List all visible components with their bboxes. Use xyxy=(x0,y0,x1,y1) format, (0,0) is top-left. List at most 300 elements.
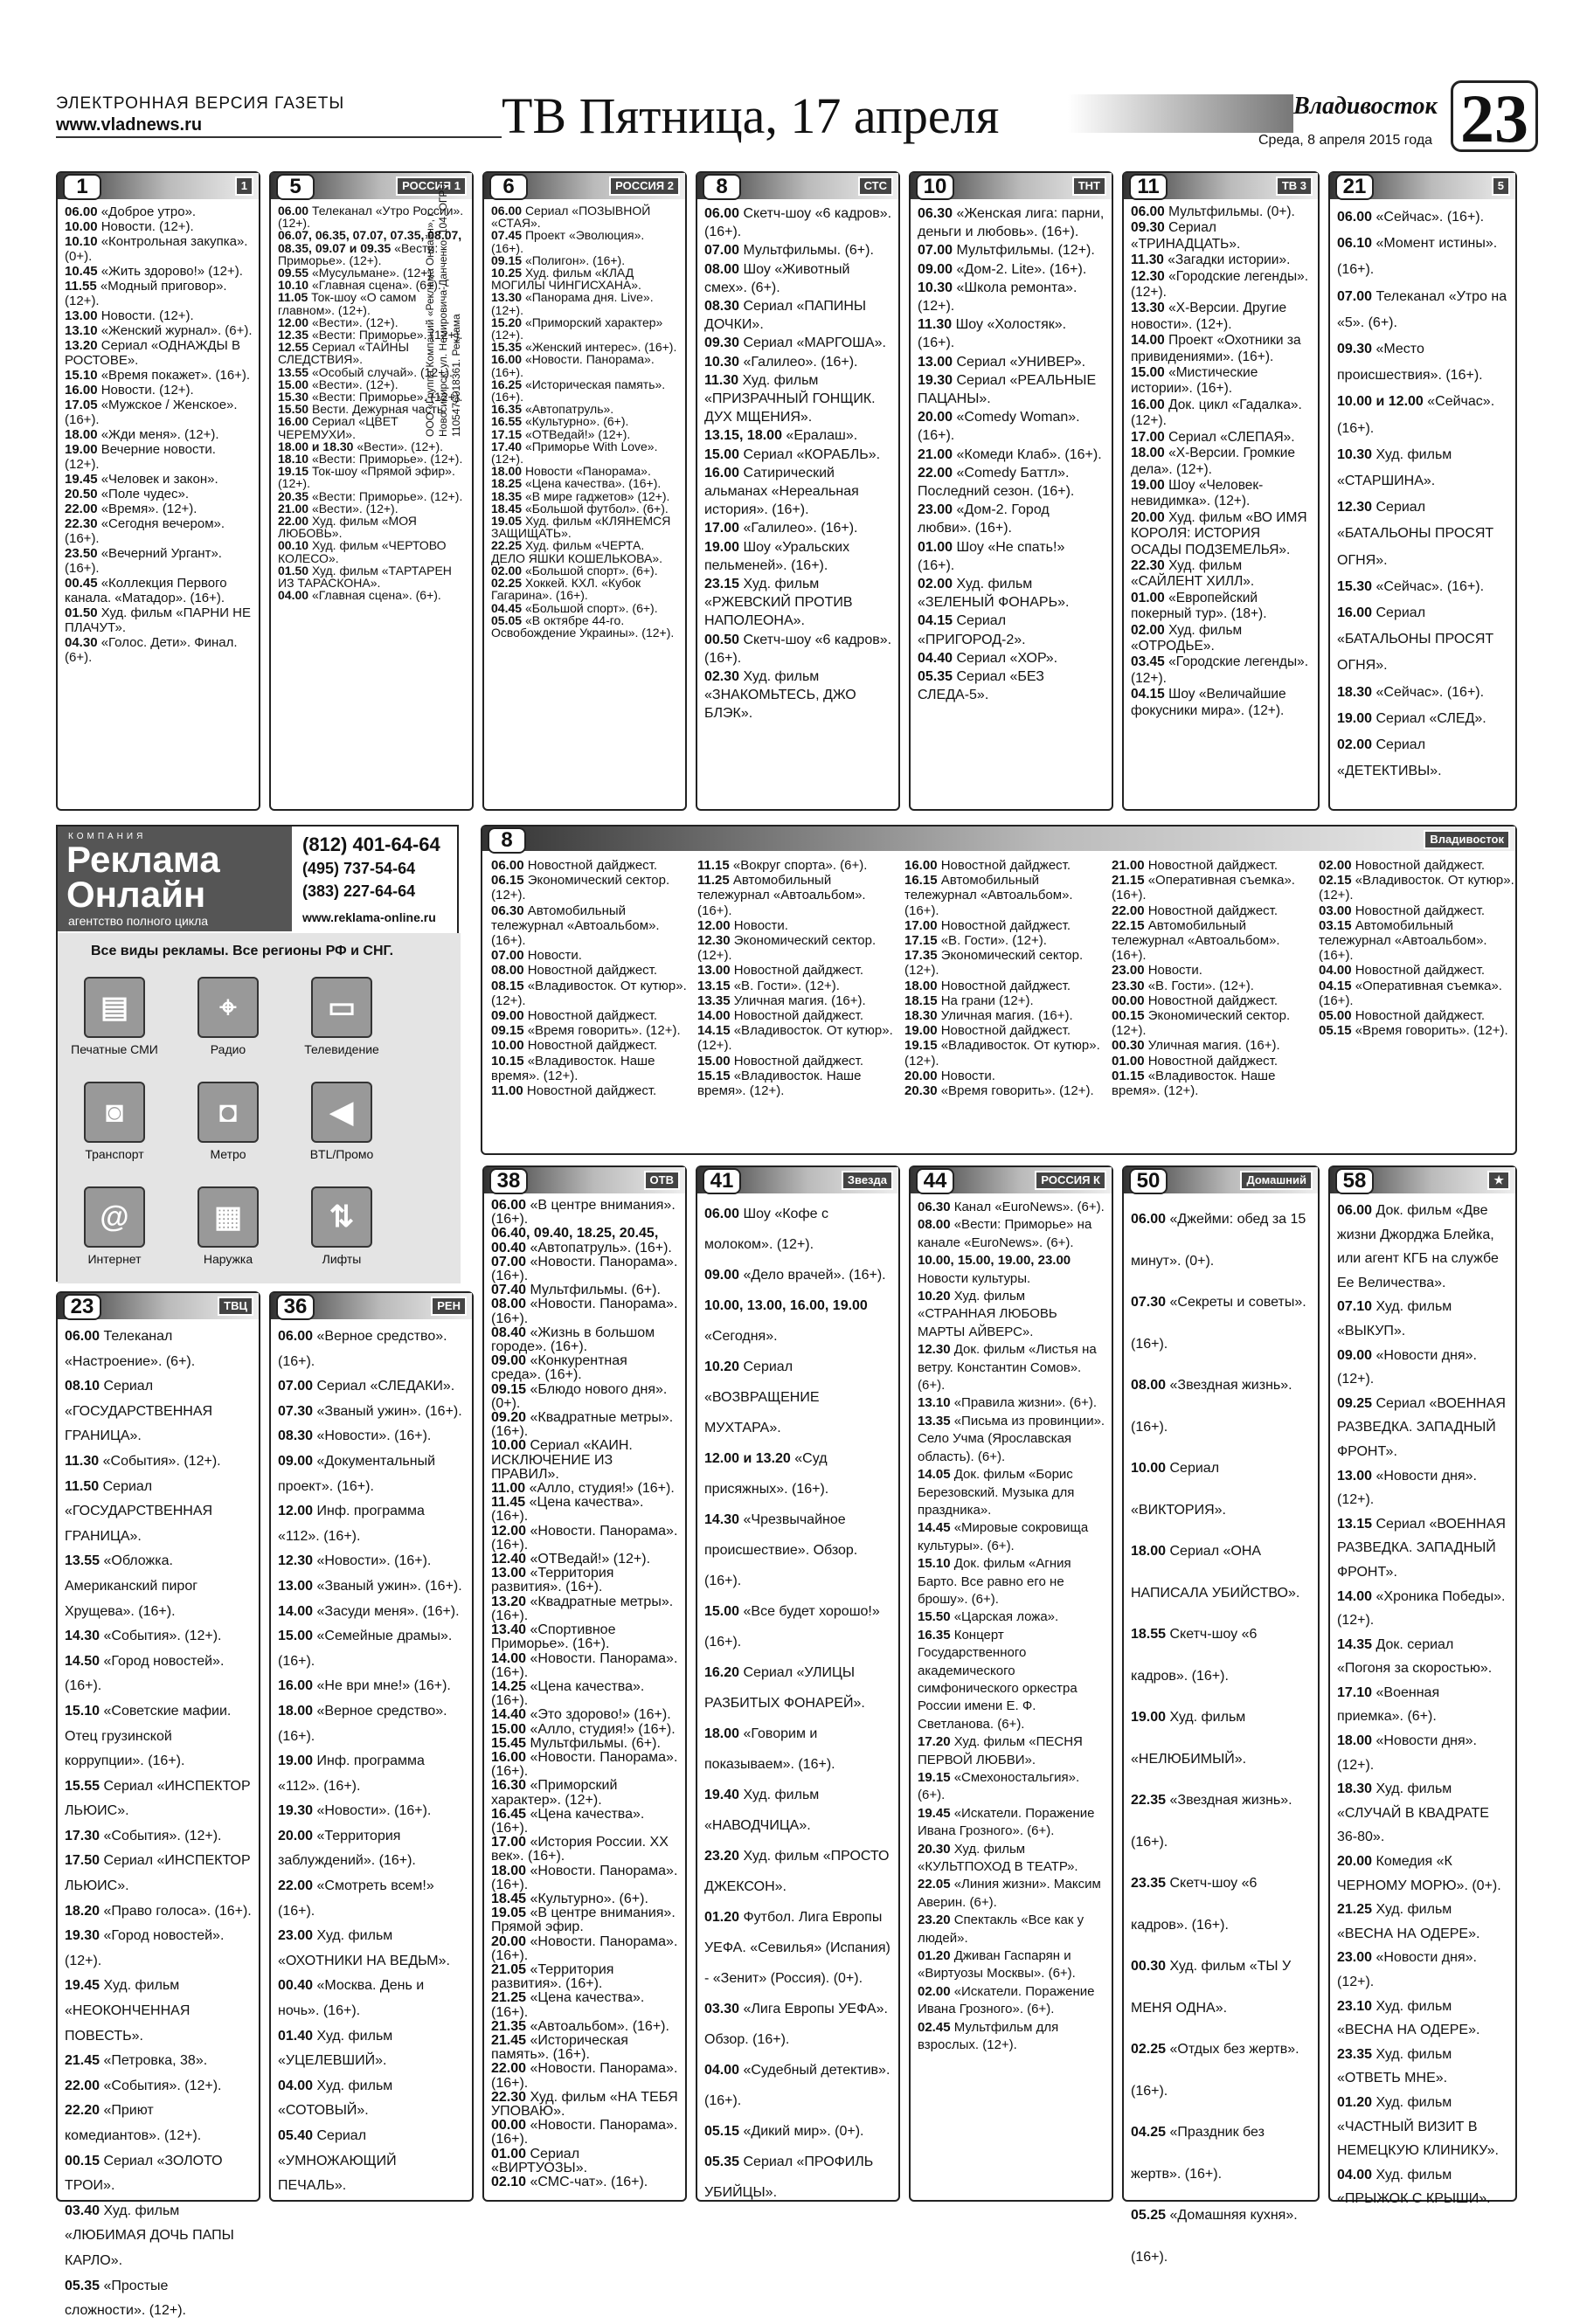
program-entry xyxy=(491,577,679,601)
program-entry xyxy=(918,241,1105,259)
program-time: 02.00 xyxy=(1319,858,1352,873)
program-entry xyxy=(1112,993,1318,1008)
program-title: «Поле чудес». xyxy=(100,487,190,501)
program-title: «Говорим и показываем». (16+). xyxy=(704,1726,835,1772)
program-time: 00.00 xyxy=(1112,993,1145,1008)
program-title: Новостной дайджест. xyxy=(733,1008,864,1024)
channel-logo-icon: СТС xyxy=(858,176,893,196)
program-entry xyxy=(704,538,892,575)
program-time: 13.15 xyxy=(697,978,731,993)
program-entry xyxy=(918,371,1105,408)
ad-phone: (495) 737-54-64 xyxy=(302,860,416,877)
program-entry xyxy=(704,1902,892,1994)
program-entry xyxy=(491,1991,679,2019)
program-entry xyxy=(1131,365,1312,398)
program-title: «Военная приемка». (6+). xyxy=(1337,1684,1440,1725)
program-time: 15.00 xyxy=(278,1629,314,1644)
program-title: Новостной дайджест. xyxy=(1355,963,1486,979)
program-title: Спектакль «Все как у людей». xyxy=(918,1912,1084,1946)
program-title: Экономический сектор. (12+). xyxy=(697,933,877,964)
program-title: Новости. xyxy=(733,917,788,933)
program-entry xyxy=(278,440,466,453)
program-time: 09.15 xyxy=(491,1023,524,1039)
program-time: 22.00 xyxy=(278,1878,314,1894)
program-title: Новостной дайджест. xyxy=(1355,1008,1486,1024)
program-title: «Блюдо нового дня». (0+). xyxy=(491,1381,668,1411)
program-entry xyxy=(491,465,679,477)
program-title: Новостной дайджест. xyxy=(1147,858,1278,873)
program-title: «Званый ужин». (16+). xyxy=(316,1403,462,1419)
program-title: Худ. фильм «ПРЫЖОК С КРЫШИ». xyxy=(1337,2167,1491,2207)
channel-logo-icon: ★ xyxy=(1487,1171,1510,1190)
program-title: «Сегодня». xyxy=(704,1329,778,1344)
channel-number: 8 xyxy=(488,827,526,854)
program-time: 16.00 xyxy=(278,1678,314,1694)
program-entry xyxy=(918,1288,1105,1341)
program-time: 10.00 и 12.00 xyxy=(1337,394,1424,410)
schedule-column xyxy=(697,858,904,1098)
program-entry xyxy=(491,1525,679,1553)
program-entry xyxy=(491,614,679,639)
program-time: 18.55 xyxy=(1131,1627,1167,1642)
program-entry xyxy=(1112,858,1318,873)
program-time: 07.30 xyxy=(278,1403,314,1419)
program-title: Худ. фильм «ВЕСНА НА ОДЕРЕ». xyxy=(1337,1998,1480,2038)
program-title: Сериал «ИНСПЕКТОР ЛЬЮИС». xyxy=(65,1778,251,1819)
program-entry xyxy=(918,1733,1105,1769)
program-entry xyxy=(278,2074,466,2124)
program-time: 22.35 xyxy=(1131,1793,1167,1808)
program-entry xyxy=(491,873,697,903)
program-time: 15.45 xyxy=(491,1735,527,1751)
program-time: 01.40 xyxy=(278,2028,314,2044)
program-time: 21.00 xyxy=(1112,858,1145,873)
program-time: 13.00 xyxy=(491,1566,527,1581)
program-time: 20.00 xyxy=(1131,509,1165,525)
program-entry xyxy=(491,1963,679,1991)
program-title: «Дом-2. Lite». (16+). xyxy=(956,261,1087,277)
program-title: Мультфильмы. (0+). xyxy=(1168,204,1295,219)
program-entry xyxy=(278,502,466,515)
program-entry xyxy=(491,1864,679,1892)
program-entry xyxy=(704,519,892,537)
program-title: Худ. фильм «СТРАННАЯ ЛЮБОВЬ МАРТЫ АЙВЕРС». xyxy=(918,1289,1057,1339)
program-time: 07.10 xyxy=(1337,1299,1373,1315)
program-time: 09.30 xyxy=(704,335,740,351)
program-title: «Правила жизни». (6+). xyxy=(953,1395,1098,1411)
program-time: 04.40 xyxy=(918,650,953,666)
program-time: 12.35 xyxy=(278,328,309,342)
program-title: «Вести». (12+). xyxy=(311,501,398,515)
program-time: 20.30 xyxy=(918,1841,951,1857)
program-time: 14.45 xyxy=(918,1520,951,1536)
program-entry xyxy=(1337,732,1509,785)
program-title: «Джейми: обед за 15 минут». (0+). xyxy=(1131,1212,1306,1269)
program-entry xyxy=(491,291,679,315)
program-time: 17.50 xyxy=(65,1853,100,1869)
edition-label: ЭЛЕКТРОННАЯ ВЕРСИЯ ГАЗЕТЫ xyxy=(56,94,345,113)
program-entry xyxy=(904,858,1111,873)
program-time: 12.30 xyxy=(697,933,731,949)
program-time: 19.00 xyxy=(278,1753,314,1769)
program-time: 01.00 xyxy=(1112,1053,1145,1069)
program-time: 15.10 xyxy=(918,1556,951,1572)
program-time: 21.05 xyxy=(491,1961,527,1977)
program-time: 16.00 xyxy=(278,414,309,429)
issue-date: Среда, 8 апреля 2015 года xyxy=(1258,133,1433,148)
program-entry xyxy=(65,2149,253,2199)
program-time: 22.00 xyxy=(491,2061,527,2077)
program-time: 14.40 xyxy=(491,1707,527,1723)
program-entry xyxy=(704,1596,892,1657)
program-title: Худ. фильм «ТАРТАРЕН ИЗ ТАРАСКОНА». xyxy=(278,563,452,591)
program-entry xyxy=(1337,1850,1509,1898)
program-entry xyxy=(1112,903,1318,918)
program-title: «Смотреть всем!» (16+). xyxy=(278,1878,434,1919)
ad-url: www.reklama-online.ru xyxy=(302,910,436,924)
program-entry xyxy=(65,1650,253,1699)
program-entry xyxy=(1337,1681,1509,1729)
program-entry xyxy=(491,1199,679,1227)
program-entry xyxy=(904,993,1111,1008)
program-time: 10.10 xyxy=(278,278,309,293)
program-title: Мультфильмы. (12+). xyxy=(956,243,1095,259)
program-title: «Вечерний Ургант». (16+). xyxy=(65,546,222,576)
program-time: 09.00 xyxy=(704,1268,740,1283)
program-entry xyxy=(704,1352,892,1443)
program-entry xyxy=(704,446,892,464)
program-title: Телеканал «Утро России». (12+). xyxy=(278,204,464,231)
megaphone-icon: ◀ xyxy=(311,1082,372,1143)
program-entry xyxy=(65,2199,253,2274)
program-entry xyxy=(704,575,892,631)
program-title: Футбол. Лига Европы УЕФА. «Севилья» (Испания) - «Зенит» (Россия). (0+). xyxy=(704,1910,890,1986)
program-entry xyxy=(704,2116,892,2147)
program-time: 23.10 xyxy=(1337,1998,1373,2014)
program-time: 14.15 xyxy=(697,1023,731,1039)
program-time: 18.15 xyxy=(904,993,938,1008)
program-entry xyxy=(65,546,253,576)
program-time: 08.30 xyxy=(278,1428,314,1444)
program-title: Новости. (12+). xyxy=(100,219,194,234)
program-entry xyxy=(278,515,466,539)
program-time: 13.00 xyxy=(918,354,953,370)
program-title: Новостной дайджест. xyxy=(940,1023,1071,1039)
program-time: 20.50 xyxy=(65,487,98,501)
program-title: «Приморский характер» (12+). xyxy=(491,315,663,342)
program-title: Сериал «МАРГОША». xyxy=(743,335,886,351)
program-time: 13.15 xyxy=(1337,1516,1373,1532)
program-entry xyxy=(1319,873,1525,903)
program-time: 13.35 xyxy=(697,993,731,1008)
program-time: 04.00 xyxy=(704,2063,740,2078)
program-title: Новости культуры. xyxy=(918,1270,1031,1286)
program-title: Автомобильный тележурнал «Автоальбом». (16+). xyxy=(1319,917,1487,964)
program-title: «Коллекция Первого канала. «Матадор». (16+). xyxy=(65,576,227,605)
program-title: «Владивосток. От кутюр». (12+). xyxy=(697,1023,893,1054)
program-title: Док. фильм «Две жизни Джорджа Блейка, или агент КГБ на службе Ее Величества». xyxy=(1337,1203,1499,1290)
program-entry xyxy=(1131,1780,1312,1863)
program-entry xyxy=(918,1876,1105,1912)
program-title: Дживан Гаспарян и «Виртуозы Москвы». (6+). xyxy=(918,1948,1076,1982)
program-time: 17.40 xyxy=(491,439,523,453)
program-time: 09.00 xyxy=(278,1453,314,1469)
program-time: 18.25 xyxy=(491,476,523,491)
channel-number: 41 xyxy=(703,1168,741,1194)
program-title: Сериал «ГОСУДАРСТВЕННАЯ ГРАНИЦА». xyxy=(65,1478,213,1544)
program-time: 13.55 xyxy=(278,364,309,379)
program-title: Экономический сектор. (12+). xyxy=(491,873,670,903)
channel-logo-icon: Звезда xyxy=(842,1171,893,1190)
program-title: Мультфильмы. (6+). xyxy=(743,243,874,259)
program-time: 05.05 xyxy=(491,612,523,627)
program-entry xyxy=(918,612,1105,648)
program-entry xyxy=(491,341,679,353)
program-time: 04.25 xyxy=(1131,2125,1167,2140)
program-time: 19.00 xyxy=(904,1023,938,1039)
program-entry xyxy=(1337,442,1509,495)
program-title: «Новости». (16+). xyxy=(316,1803,432,1819)
program-entry xyxy=(278,1874,466,1924)
program-entry xyxy=(918,1199,1105,1216)
program-entry xyxy=(1337,495,1509,574)
program-time: 02.00 xyxy=(918,1983,951,1999)
program-entry xyxy=(65,1475,253,1550)
program-time: 01.00 xyxy=(1131,590,1165,605)
page-number: 23 xyxy=(1451,80,1538,152)
program-title: Сериал «БАТАЛЬОНЫ ПРОСЯТ ОГНЯ». xyxy=(1337,605,1494,674)
program-entry xyxy=(1337,1295,1509,1343)
program-entry xyxy=(918,353,1105,371)
program-entry xyxy=(278,465,466,489)
program-entry xyxy=(65,2074,253,2099)
program-time: 19.15 xyxy=(904,1038,938,1054)
program-title: Сериал «УЛИЦЫ РАЗБИТЫХ ФОНАРЕЙ». xyxy=(704,1665,865,1711)
program-entry xyxy=(491,515,679,539)
program-title: «Алло, студия!» (16+). xyxy=(530,1721,676,1737)
program-time: 10.25 xyxy=(491,266,523,280)
program-entry xyxy=(1131,510,1312,558)
program-entry xyxy=(65,1699,253,1774)
program-time: 20.30 xyxy=(904,1083,938,1099)
program-title: Новости. xyxy=(527,948,582,964)
program-entry xyxy=(1337,2043,1509,2091)
program-entry xyxy=(1319,979,1525,1008)
program-time: 10.10 xyxy=(65,234,98,249)
program-entry xyxy=(918,538,1105,575)
program-entry xyxy=(491,1723,679,1737)
program-title: «Женский журнал». (6+). xyxy=(100,323,253,338)
program-title: «В. Гости». (12+). xyxy=(733,978,840,993)
program-entry xyxy=(1131,1531,1312,1614)
channel-logo-icon: РОССИЯ 2 xyxy=(609,176,680,196)
program-time: 04.30 xyxy=(65,635,98,650)
program-entry xyxy=(65,279,253,308)
program-time: 00.45 xyxy=(65,576,98,591)
program-entry xyxy=(704,426,892,445)
program-entry xyxy=(1319,903,1525,918)
program-time: 18.00 xyxy=(704,1726,740,1741)
program-title: Худ. фильм «НА ТЕБЯ УПОВАЮ». xyxy=(491,2089,678,2119)
program-time: 19.45 xyxy=(918,1805,951,1821)
program-time: 09.20 xyxy=(491,1410,527,1426)
program-list xyxy=(484,1199,685,2200)
program-time: 21.00 xyxy=(918,446,953,462)
program-title: «Город новостей». (16+). xyxy=(65,1653,225,1694)
program-time: 23.00 xyxy=(278,1928,314,1944)
header-gradient-bar xyxy=(1068,94,1293,133)
channel-number: 36 xyxy=(276,1294,315,1320)
program-entry xyxy=(491,1935,679,1963)
program-time: 14.30 xyxy=(65,1629,100,1644)
program-time: 11.30 xyxy=(704,372,739,388)
ad-item: ◀ BTL/Промо xyxy=(285,1082,398,1161)
program-entry xyxy=(65,1849,253,1899)
program-entry xyxy=(278,539,466,564)
channel-logo-icon: 5 xyxy=(1492,176,1510,196)
program-entry xyxy=(704,353,892,371)
program-title: Новостной дайджест. xyxy=(526,1083,657,1099)
program-title: Худ. фильм «ВО ИМЯ КОРОЛЯ: ИСТОРИЯ ОСАДЫ ПОДЗЕМЕЛЬЯ». xyxy=(1131,509,1307,557)
program-entry xyxy=(491,1297,679,1325)
program-title: «СМС-чат». (16+). xyxy=(530,2175,648,2190)
program-entry xyxy=(65,1924,253,1974)
program-time: 13.15, 18.00 xyxy=(704,428,782,444)
program-title: «Дело врачей». (16+). xyxy=(743,1268,886,1283)
program-list xyxy=(911,204,1112,809)
program-title: Сериал «ПРОФИЛЬ УБИЙЦЫ». xyxy=(704,2155,874,2200)
program-title: Сериал «РЕАЛЬНЫЕ ПАЦАНЫ». xyxy=(918,372,1097,407)
program-time: 15.20 xyxy=(491,315,523,329)
program-title: «Х-Версии. Другие новости». (12+). xyxy=(1131,301,1287,332)
program-title: «Квадратные метры». (16+). xyxy=(491,1410,674,1440)
ad-item: ⌖ Радио xyxy=(171,977,285,1056)
program-time: 05.15 xyxy=(1319,1023,1352,1039)
program-title: «События». (12+). xyxy=(102,1453,221,1469)
program-entry xyxy=(491,1054,697,1083)
program-time: 22.30 xyxy=(65,516,98,531)
program-entry xyxy=(918,1627,1105,1733)
program-entry xyxy=(904,1008,1111,1023)
program-title: «Культурно». (6+). xyxy=(530,1891,648,1906)
program-time: 00.15 xyxy=(65,2153,100,2168)
program-title: Худ. фильм «ЗНАКОМЬТЕСЬ, ДЖО БЛЭК». xyxy=(704,669,856,722)
program-time: 16.00 xyxy=(1131,397,1165,412)
program-title: Новостной дайджест. xyxy=(1147,993,1278,1008)
program-entry xyxy=(65,442,253,472)
program-entry xyxy=(1337,284,1509,336)
program-title: «Вести: Приморье». (12+). xyxy=(311,390,463,405)
site-url: www.vladnews.ru xyxy=(56,115,203,135)
program-title: Сериал «ХОР». xyxy=(956,650,1058,666)
program-time: 10.30 xyxy=(1337,446,1373,462)
program-time: 16.00 xyxy=(1337,605,1373,621)
program-time: 08.40 xyxy=(491,1325,527,1340)
program-time: 16.00 xyxy=(491,352,523,367)
program-entry xyxy=(65,383,253,398)
program-entry xyxy=(918,649,1105,667)
program-time: 06.15 xyxy=(491,873,524,889)
program-title: Новостной дайджест. xyxy=(527,858,658,873)
program-title: Худ. фильм «КЛЯНЕМСЯ ЗАЩИЩАТЬ». xyxy=(491,514,671,541)
program-title: «Обложка. Американский пирог Хрущева». (16+). xyxy=(65,1553,198,1619)
program-time: 07.00 xyxy=(704,243,740,259)
program-title: «В. Гости». (12+). xyxy=(940,933,1047,949)
program-title: Сериал «СЛЕДАКИ». xyxy=(316,1379,455,1394)
program-title: «Голос. Дети». Финал. (6+). xyxy=(65,635,238,665)
program-entry xyxy=(491,440,679,465)
program-time: 07.00 xyxy=(491,1254,527,1269)
program-time: 18.45 xyxy=(491,1891,527,1906)
program-time: 02.30 xyxy=(704,669,740,685)
program-time: 18.20 xyxy=(65,1903,100,1919)
program-title: Сериал «ВИРТУОЗЫ». xyxy=(491,2146,588,2175)
program-title: «Владивосток. От кутюр». (12+). xyxy=(491,978,687,1008)
program-title: «Вести: Приморье». (12+). xyxy=(311,328,463,342)
program-time: 23.00 xyxy=(918,502,953,518)
program-time: 11.30 xyxy=(918,317,953,333)
program-title: «Владивосток. От кутюр». (12+). xyxy=(1319,873,1514,903)
program-title: Худ. фильм «ОТВЕТЬ МНЕ». xyxy=(1337,2046,1452,2086)
program-time: 04.15 xyxy=(1319,978,1352,993)
program-title: «Владивосток. От кутюр». (12+). xyxy=(904,1038,1100,1069)
program-entry xyxy=(904,918,1111,933)
program-time: 23.00 xyxy=(1112,963,1145,979)
program-title: «Жди меня». (12+). xyxy=(100,427,219,442)
program-entry xyxy=(278,490,466,502)
program-entry xyxy=(278,1449,466,1499)
program-title: «Новости. Панорама». (16+). xyxy=(491,2061,678,2091)
program-title: «Мужское / Женское». (16+). xyxy=(65,398,238,427)
program-title: «Домашняя кухня». (16+). xyxy=(1131,2208,1298,2265)
program-entry xyxy=(65,1824,253,1850)
program-entry xyxy=(904,979,1111,993)
program-entry xyxy=(918,204,1105,241)
program-time: 03.15 xyxy=(1319,917,1352,933)
program-title: Худ. фильм «КЛАД МОГИЛЫ ЧИНГИСХАНА». xyxy=(491,266,641,293)
program-entry xyxy=(1131,446,1312,478)
program-title: Новости. (12+). xyxy=(100,308,194,323)
program-entry xyxy=(704,2055,892,2116)
program-title: «Мировые сокровища культуры». (6+). xyxy=(918,1520,1089,1553)
ad-item: ◙ Транспорт xyxy=(58,1082,171,1161)
program-entry xyxy=(65,516,253,546)
program-entry xyxy=(65,1374,253,1449)
program-title: «Вести: Приморье» на канале «EuroNews». (6+). xyxy=(918,1217,1092,1250)
program-time: 08.00 xyxy=(491,963,524,979)
channel-number: 23 xyxy=(63,1294,101,1320)
program-time: 13.30 xyxy=(1131,301,1165,316)
program-title: Скетч-шоу «6 кадров». (16+). xyxy=(1131,1876,1258,1933)
program-entry xyxy=(704,1719,892,1780)
program-time: 10.00 xyxy=(65,219,98,234)
program-title: Сериал «ЦВЕТ ЧЕРЕМУХИ». xyxy=(278,414,398,441)
program-time: 10.00 xyxy=(1131,1461,1167,1476)
program-time: 04.00 xyxy=(278,2078,314,2093)
program-time: 09.55 xyxy=(278,266,309,280)
program-entry xyxy=(1131,269,1312,301)
program-entry xyxy=(1337,1344,1509,1392)
program-entry xyxy=(278,564,466,589)
program-time: 23.35 xyxy=(1131,1876,1167,1891)
program-entry xyxy=(918,1947,1105,1983)
program-title: «Место происшествия». (16+). xyxy=(1337,342,1483,384)
program-time: 11.55 xyxy=(65,279,97,294)
program-title: «Сейчас». (16+). xyxy=(1376,578,1485,594)
program-title: «Момент истины». (16+). xyxy=(1337,236,1498,278)
program-title: «Comedy Баттл». Последний сезон. (16+). xyxy=(918,465,1075,500)
program-entry xyxy=(65,501,253,516)
